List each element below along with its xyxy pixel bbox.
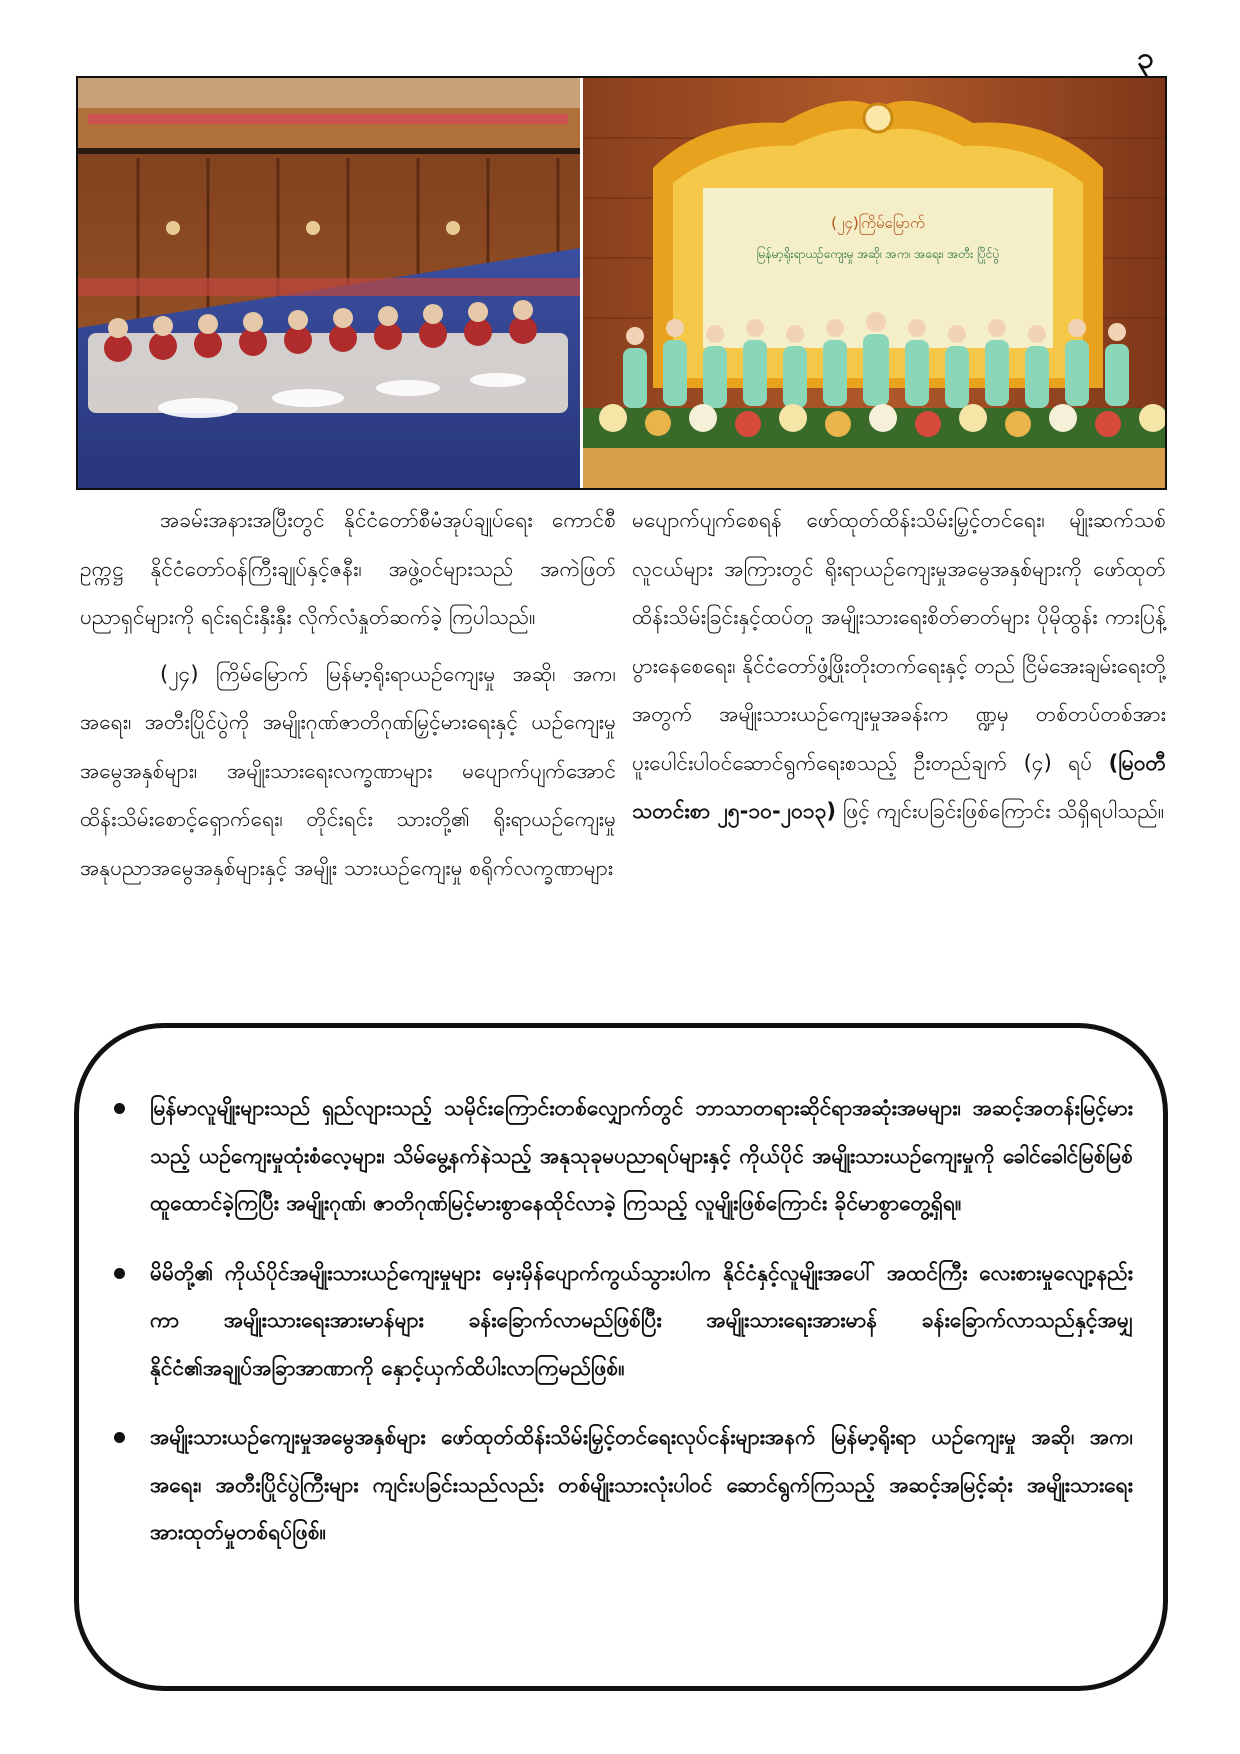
bullet-dot-icon bbox=[114, 1103, 125, 1114]
summary-bullet bbox=[108, 1085, 1133, 1228]
page-number: ၃ bbox=[1137, 41, 1154, 76]
source-reference: (မြဝတီသတင်းစာ ၂၅-၁၀-၂၀၁၃) bbox=[632, 750, 1166, 823]
audience-photo bbox=[78, 78, 583, 488]
stage-photo-illustration bbox=[583, 78, 1165, 488]
article-column-left bbox=[80, 496, 616, 900]
article-closing-text: ဖြင့် ကျင်းပခြင်းဖြစ်ကြောင်း သိရှိရပါသည်။ bbox=[842, 799, 1165, 823]
photo-strip bbox=[76, 76, 1167, 490]
summary-bullet-list bbox=[108, 1085, 1133, 1579]
article-paragraph-1: အခမ်းအနားအပြီးတွင် နိုင်ငံတော်စီမံအုပ်ချုပ်ရေး ကောင်စီဥက္ကဋ္ဌ နိုင်ငံတော်ဝန်ကြီးချုပ်နှင့်ဇနီး၊ အဖွဲ့ဝင်များသည် အကဲဖြတ်ပညာရှင်များကို ရင်းရင်းနှီးနှီး လိုက်လံနှုတ်ဆက်ခဲ့ ကြပါသည်။ bbox=[80, 508, 616, 629]
stage-photo bbox=[583, 78, 1165, 488]
banner-line-2: မြန်မာ့ရိုးရာယဉ်ကျေးမှု အဆို၊ အက၊ အရေး၊ အတီး ပြိုင်ပွဲ bbox=[756, 247, 1000, 261]
summary-bullet bbox=[108, 1250, 1133, 1393]
audience-photo-illustration bbox=[78, 78, 580, 488]
summary-bullet-text: မိမိတို့၏ ကိုယ်ပိုင်အမျိုးသားယဉ်ကျေးမှုများ မှေးမှိန်ပျောက်ကွယ်သွားပါက နိုင်ငံနှင့်လူမျိုးအပေါ် အထင်ကြီး လေးစားမှုလျော့နည်းကာ အမျိုးသားရေးအားမာန်များ ခန်းခြောက်လာမည်ဖြစ်ပြီး အမျိုးသားရေးအားမာန် ခန်းခြောက်လာသည်နှင့်အမျှ နိုင်ငံ၏အချုပ်အခြာအာဏာကို နှောင့်ယှက်ထိပါးလာကြမည်ဖြစ်။ bbox=[150, 1260, 1133, 1380]
bullet-dot-icon bbox=[114, 1432, 125, 1443]
summary-bullet-text: အမျိုးသားယဉ်ကျေးမှုအမွေအနှစ်များ ဖော်ထုတ်ထိန်းသိမ်းမြှင့်တင်ရေးလုပ်ငန်းများအနက် မြန်မာ့ရိုးရာ ယဉ်ကျေးမှု အဆို၊ အက၊ အရေး၊ အတီးပြိုင်ပွဲကြီးများ ကျင်းပခြင်းသည်လည်း တစ်မျိုးသားလုံးပါဝင် ဆောင်ရွက်ကြသည့် အဆင့်အမြင့်ဆုံး အမျိုးသားရေးအားထုတ်မှုတစ်ရပ်ဖြစ်။ bbox=[150, 1425, 1133, 1544]
summary-bullet-text: မြန်မာလူမျိုးများသည် ရှည်လျားသည့် သမိုင်းကြောင်းတစ်လျှောက်တွင် ဘာသာတရားဆိုင်ရာအဆုံးအမများ၊ အဆင့်အတန်းမြင့်မားသည့် ယဉ်ကျေးမှုထုံးစံလေ့များ၊ သိမ်မွေ့နက်နဲသည့် အနုသုခုမပညာရပ်များနှင့် ကိုယ်ပိုင် အမျိုးသားယဉ်ကျေးမှုကို ခေါင်ခေါင်မြစ်မြစ်ထူထောင်ခဲ့ကြပြီး အမျိုးဂုဏ်၊ ဇာတိဂုဏ်မြင့်မားစွာနေထိုင်လာခဲ့ ကြသည့် လူမျိုးဖြစ်ကြောင်း ခိုင်မာစွာတွေ့ရှိရ။ bbox=[150, 1096, 1133, 1215]
article-paragraph-2-ending bbox=[632, 496, 1166, 836]
bullet-dot-icon bbox=[114, 1268, 125, 1279]
article-paragraph-2-part-1 bbox=[80, 650, 616, 893]
article-paragraph-2-text: (၂၄) ကြိမ်မြောက် မြန်မာ့ရိုးရာယဉ်ကျေးမှု အဆို၊ အက၊ အရေး၊ အတီးပြိုင်ပွဲကို အမျိုးဂုဏ်ဇာတိဂုဏ်မြှင့်မားရေးနှင့် ယဉ်ကျေးမှုအမွေအနှစ်များ၊ အမျိုးသားရေးလက္ခဏာများ မပျောက်ပျက်အောင်ထိန်းသိမ်းစောင့်ရှောက်ရေး၊ တိုင်းရင်း သားတို့၏ ရိုးရာယဉ်ကျေးမှု အနုပညာအမွေအနှစ်များနှင့် အမျိုး သားယဉ်ကျေးမှု စရိုက်လက္ခဏာများ bbox=[80, 661, 616, 880]
summary-bullet bbox=[108, 1414, 1133, 1557]
banner-line-1: (၂၄)ကြိမ်မြောက် bbox=[831, 214, 925, 232]
article-paragraph-2-continued: မပျောက်ပျက်စေရန် ဖော်ထုတ်ထိန်းသိမ်းမြှင့်တင်ရေး၊ မျိုးဆက်သစ်လူငယ်များ အကြားတွင် ရိုးရာယဉ်ကျေးမှုအမွေအနှစ်များကို ဖော်ထုတ် ထိန်းသိမ်းခြင်းနှင့်ထပ်တူ အမျိုးသားရေးစိတ်ဓာတ်များ ပိုမိုထွန်း ကားပြန့်ပွားနေစေရေး၊ နိုင်ငံတော်ဖွံ့ဖြိုးတိုးတက်ရေးနှင့် တည် ငြိမ်အေးချမ်းရေးတို့အတွက် အမျိုးသားယဉ်ကျေးမှုအခန်းက ဏ္ဍမှ တစ်တပ်တစ်အား ပူးပေါင်းပါဝင်ဆောင်ရွက်ရေးစသည့် ဦးတည်ချက် (၄) ရပ် bbox=[632, 508, 1166, 775]
article-column-right bbox=[632, 496, 1166, 844]
